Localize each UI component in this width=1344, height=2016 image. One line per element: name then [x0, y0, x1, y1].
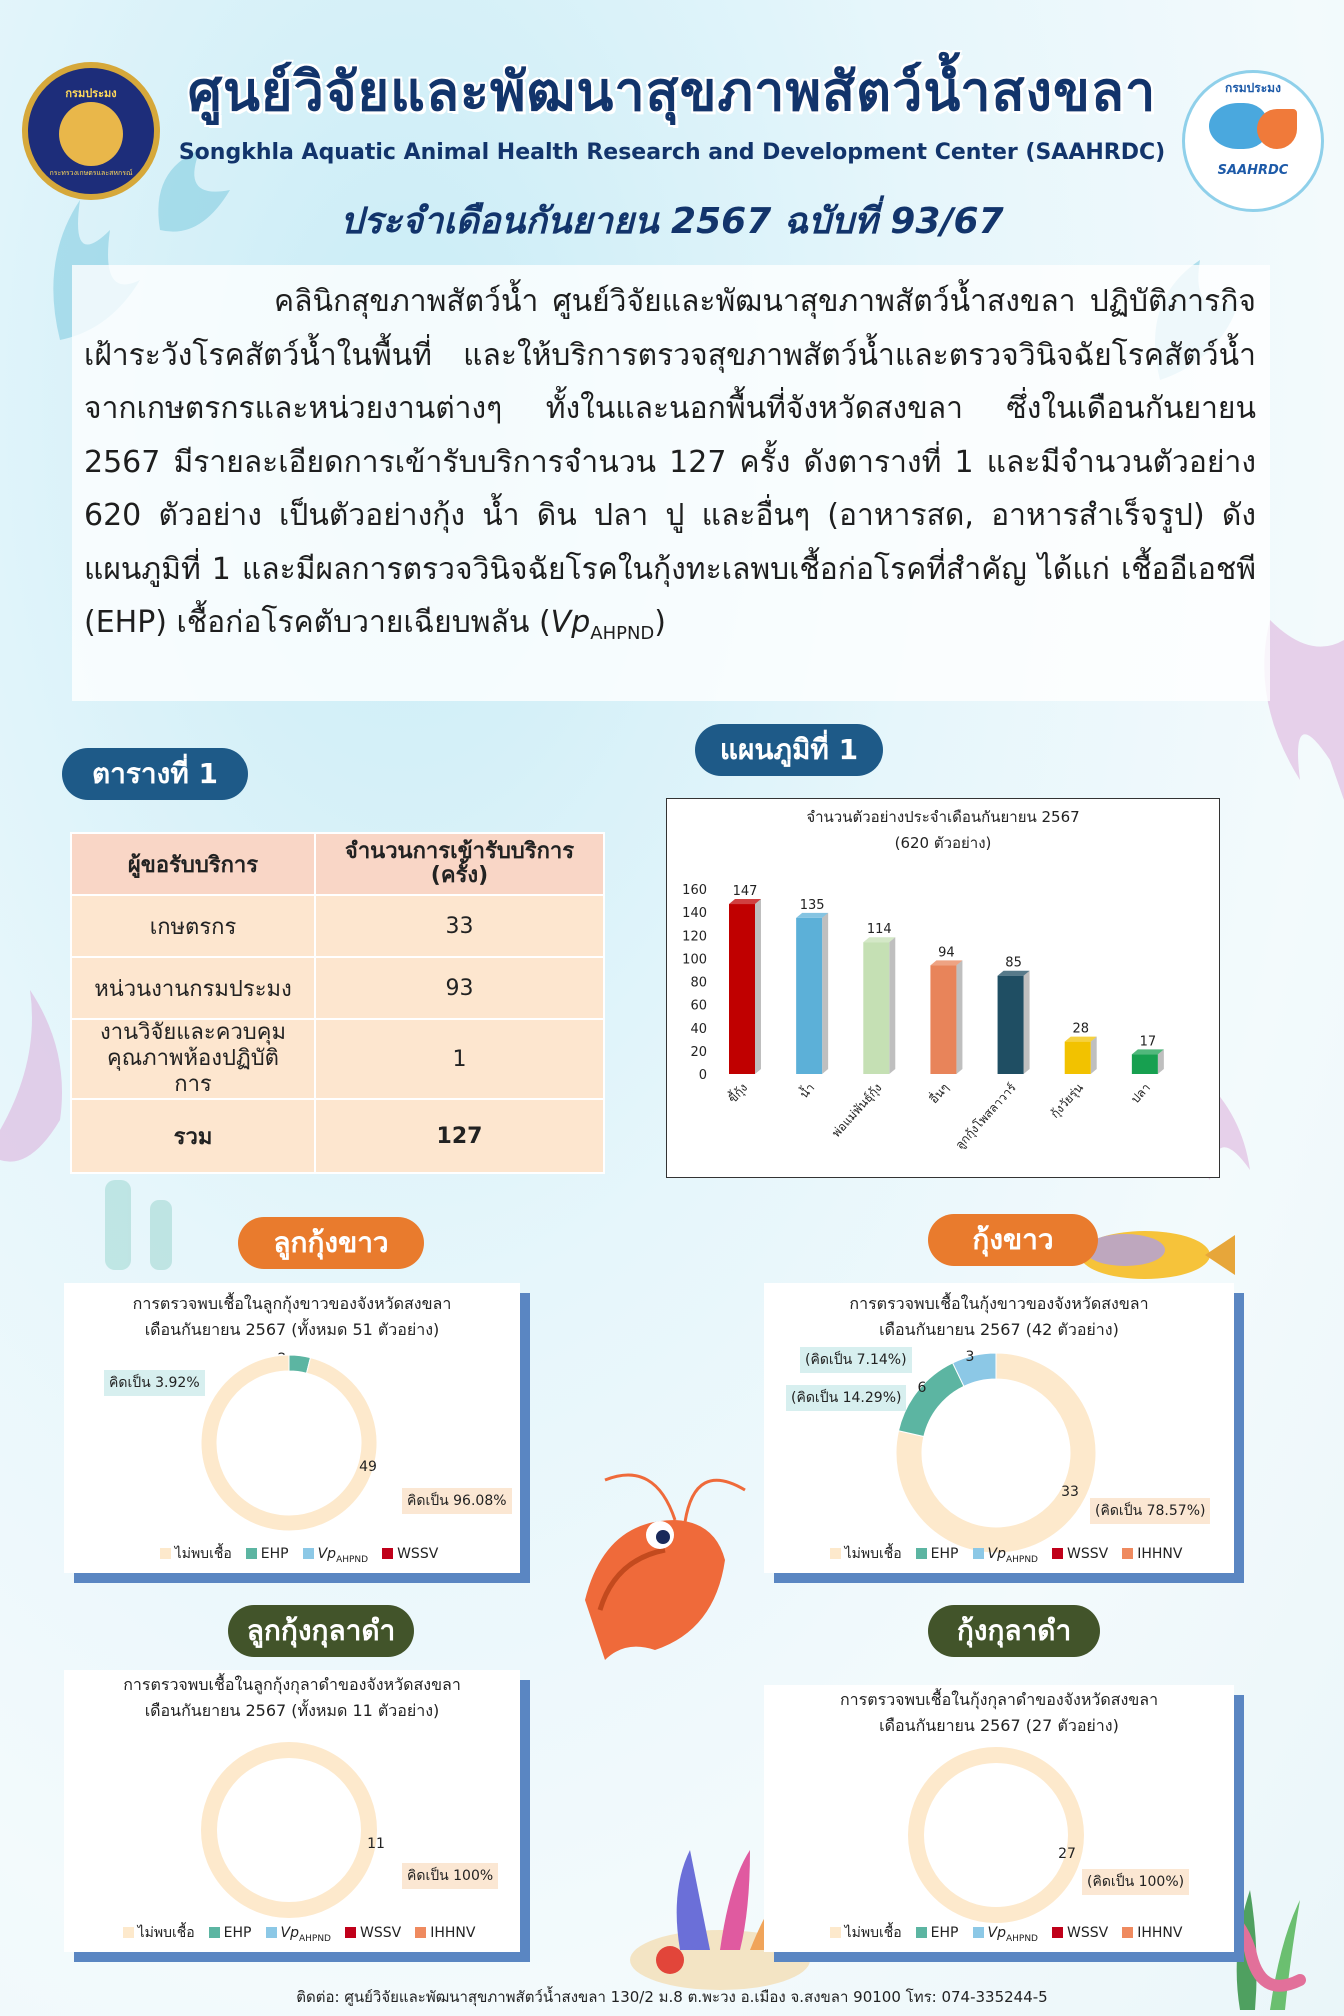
donut-value-label: 49: [359, 1459, 377, 1475]
issue-label: ประจำเดือนกันยายน 2567 ฉบับที่ 93/67: [340, 201, 1004, 242]
bar-value-label: 28: [1072, 1021, 1089, 1037]
bar-value-label: 114: [866, 922, 892, 938]
logo-left-bottom-text: กระทรวงเกษตรและสหกรณ์: [49, 169, 133, 177]
footer-contact: ติดต่อ: ศูนย์วิจัยและพัฒนาสุขภาพสัตว์น้ำสงขลา 130/2 ม.8 ต.พะวง อ.เมือง จ.สงขลา 90100 โทร: 074-335244-5: [296, 1988, 1048, 2006]
legend-swatch: [246, 1548, 257, 1559]
table-header-cell: ผู้ขอรับบริการ: [71, 833, 315, 895]
donut-value-label: 3: [965, 1349, 975, 1365]
table-cell: หน่วนงานกรมประมง: [71, 957, 315, 1019]
donut-slice: [201, 1355, 377, 1531]
donut2-percent-vp: (คิดเป็น 7.14%): [800, 1347, 912, 1373]
table-label: ตารางที่ 1: [62, 748, 248, 800]
bar: [998, 976, 1024, 1074]
donut-value-label: 11: [367, 1836, 385, 1852]
y-tick-label: 20: [690, 1044, 707, 1060]
bar: [729, 904, 755, 1074]
bar-side: [822, 913, 828, 1074]
donut3-label: ลูกกุ้งกุลาดำ: [228, 1605, 414, 1657]
intro-panel: [72, 265, 1270, 701]
legend-swatch: [415, 1927, 426, 1938]
legend-swatch: [382, 1548, 393, 1559]
legend-swatch: [916, 1548, 927, 1559]
y-tick-label: 0: [698, 1068, 707, 1083]
legend-swatch: [830, 1548, 841, 1559]
donut4-legend: [764, 1922, 1234, 1944]
bar: [930, 965, 956, 1074]
table-total-row: [71, 1099, 604, 1173]
donut2-percent-ehp: (คิดเป็น 14.29%): [786, 1385, 906, 1411]
legend-label: EHP: [930, 1925, 959, 1941]
y-tick-label: 60: [690, 998, 707, 1014]
donut2-legend: [764, 1543, 1234, 1565]
legend-label: WSSV: [1066, 1546, 1109, 1562]
bar-side: [956, 960, 962, 1074]
table-cell: 93: [315, 957, 604, 1019]
bar-value-label: 17: [1139, 1034, 1157, 1050]
legend-swatch: [123, 1927, 134, 1938]
table-cell: เกษตรกร: [71, 895, 315, 957]
y-tick-label: 160: [682, 883, 707, 898]
x-tick-label: ปลา: [1128, 1080, 1154, 1107]
x-tick-label: กุ้งวัยรุ่น: [1047, 1080, 1086, 1121]
legend-label: ไม่พบเชื้อ: [844, 1925, 902, 1941]
table-row: [71, 957, 604, 1019]
legend-label: IHHNV: [430, 1925, 476, 1941]
donut-value-label: 33: [1061, 1484, 1079, 1500]
donut2-percent-none: (คิดเป็น 78.57%): [1090, 1498, 1210, 1524]
donut4-card: [764, 1685, 1234, 1952]
donut4-title: การตรวจพบเชื้อในกุ้งกุลาดำของจังหวัดสงขลา เดือนกันยายน 2567 (27 ตัวอย่าง): [839, 1690, 1159, 1735]
legend-label: EHP: [260, 1546, 289, 1562]
legend-label: IHHNV: [1137, 1546, 1183, 1562]
x-tick-label: ลูกกุ้งโพสลาวาร์: [952, 1080, 1019, 1153]
legend-swatch: [1122, 1927, 1133, 1938]
legend-label: EHP: [223, 1925, 252, 1941]
x-tick-label: น้ำ: [796, 1080, 818, 1102]
bar-value-label: 147: [732, 884, 758, 900]
legend-label: $Vp_{AHPND}$: [280, 1925, 331, 1944]
bar-chart-panel: [666, 798, 1220, 1178]
bar-side: [1024, 971, 1030, 1074]
intro-paragraph: [72, 265, 1270, 661]
legend-label: $Vp_{AHPND}$: [987, 1925, 1038, 1944]
donut3-chart: [64, 1670, 520, 1952]
legend-swatch: [973, 1927, 984, 1938]
legend-swatch: [1052, 1548, 1063, 1559]
vp-subscript: AHPND: [590, 623, 655, 644]
legend-swatch: [303, 1548, 314, 1559]
bar-chart: [667, 799, 1219, 1177]
legend-swatch: [830, 1927, 841, 1938]
table-header-cell: จำนวนการเข้ารับบริการ (ครั้ง): [315, 833, 604, 895]
table-cell: 1: [315, 1019, 604, 1099]
donut4-chart: [764, 1685, 1234, 1952]
bar-side: [1091, 1037, 1097, 1074]
table-row: [71, 1019, 604, 1099]
page-title: ศูนย์วิจัยและพัฒนาสุขภาพสัตว์น้ำสงขลา: [187, 60, 1157, 123]
legend-label: ไม่พบเชื้อ: [844, 1546, 902, 1562]
legend-label: $Vp_{AHPND}$: [317, 1546, 369, 1565]
donut-value-label: 6: [917, 1380, 927, 1396]
bar-value-label: 94: [938, 945, 955, 961]
bar-value-label: 85: [1005, 955, 1022, 971]
intro-close: ): [654, 605, 666, 640]
logo-right-bottom-text: SAAHRDC: [1217, 163, 1289, 178]
donut-value-label: 27: [1058, 1846, 1076, 1862]
bar: [796, 918, 822, 1074]
x-tick-label: ขี้กุ้ง: [725, 1080, 751, 1106]
donut3-percent-none: คิดเป็น 100%: [402, 1863, 498, 1889]
legend-label: WSSV: [397, 1546, 439, 1562]
legend-swatch: [160, 1548, 171, 1559]
legend-label: $Vp_{AHPND}$: [987, 1546, 1038, 1565]
donut2-title: การตรวจพบเชื้อในกุ้งขาวของจังหวัดสงขลา เดือนกันยายน 2567 (42 ตัวอย่าง): [849, 1294, 1149, 1339]
y-tick-label: 120: [682, 929, 707, 945]
table-cell: งานวิจัยและควบคุมคุณภาพห้องปฏิบัติการ: [71, 1019, 315, 1099]
legend-label: IHHNV: [1137, 1925, 1183, 1941]
donut2-card: [764, 1283, 1234, 1573]
bar-value-label: 135: [799, 897, 825, 913]
y-tick-label: 40: [690, 1021, 707, 1037]
bar: [1065, 1042, 1091, 1074]
donut1-legend: [64, 1543, 520, 1565]
y-tick-label: 100: [682, 952, 707, 968]
donut2-chart: [764, 1283, 1234, 1573]
legend-swatch: [916, 1927, 927, 1938]
legend-swatch: [209, 1927, 220, 1938]
bar: [863, 942, 889, 1074]
x-tick-label: พ่อแม่พันธุ์กุ้ง: [829, 1080, 885, 1141]
legend-label: WSSV: [1066, 1925, 1109, 1941]
donut3-title: การตรวจพบเชื้อในลูกกุ้งกุลาดำของจังหวัดสงขลา เดือนกันยายน 2567 (ทั้งหมด 11 ตัวอย่าง): [123, 1675, 461, 1720]
donut2-label: กุ้งขาว: [928, 1214, 1098, 1266]
table-cell: 33: [315, 895, 604, 957]
legend-swatch: [266, 1927, 277, 1938]
legend-label: EHP: [930, 1546, 959, 1562]
legend-label: ไม่พบเชื้อ: [174, 1546, 232, 1562]
service-table: [70, 832, 605, 1174]
bar-chart-subtitle: (620 ตัวอย่าง): [894, 834, 992, 852]
donut1-title: การตรวจพบเชื้อในลูกกุ้งขาวของจังหวัดสงขลา เดือนกันยายน 2567 (ทั้งหมด 51 ตัวอย่าง): [132, 1294, 452, 1339]
bar-side: [889, 937, 895, 1074]
donut4-label: กุ้งกุลาดำ: [928, 1605, 1100, 1657]
table-cell: 127: [315, 1099, 604, 1173]
donut1-percent-ehp: คิดเป็น 3.92%: [104, 1370, 205, 1396]
donut1-chart: [64, 1283, 520, 1573]
donut4-percent-none: (คิดเป็น 100%): [1082, 1869, 1189, 1895]
y-tick-label: 140: [682, 906, 707, 922]
donut-slice: [916, 1755, 1076, 1915]
y-tick-label: 80: [690, 975, 707, 991]
logo-left-top-text: กรมประมง: [65, 87, 117, 100]
donut-slice: [209, 1750, 369, 1910]
legend-label: ไม่พบเชื้อ: [137, 1925, 195, 1941]
legend-swatch: [1122, 1548, 1133, 1559]
donut3-card: [64, 1670, 520, 1952]
bar: [1132, 1054, 1158, 1074]
legend-label: WSSV: [359, 1925, 402, 1941]
page-subtitle-en: Songkhla Aquatic Animal Health Research and Development Center (SAAHRDC): [178, 140, 1166, 165]
donut1-percent-none: คิดเป็น 96.08%: [402, 1488, 512, 1514]
table-cell: รวม: [71, 1099, 315, 1173]
legend-swatch: [973, 1548, 984, 1559]
x-tick-label: อื่นๆ: [926, 1080, 952, 1107]
intro-text: คลินิกสุขภาพสัตว์น้ำ ศูนย์วิจัยและพัฒนาสุขภาพสัตว์น้ำสงขลา ปฏิบัติภารกิจเฝ้าระวังโรคสัตว์น้ำในพื้นที่ และให้บริการตรวจสุขภาพสัตว์น้ำและตรวจวินิจฉัยโรคสัตว์น้ำจากเกษตรกรและหน่วยงานต่างๆ ทั้งในและนอกพื้นที่จังหวัดสงขลา ซึ่งในเดือนกันยายน 2567 มีรายละเอียดการเข้ารับบริการจำนวน 127 ครั้ง ดังตารางที่ 1 และมีจำนวนตัวอย่าง 620 ตัวอย่าง เป็นตัวอย่างกุ้ง น้ำ ดิน ปลา ปู และอื่นๆ (อาหารสด, อาหารสำเร็จรูป) ดังแผนภูมิที่ 1 และมีผลการตรวจวินิจฉัยโรคในกุ้งทะเลพบเชื้อก่อโรคที่สำคัญ ได้แก่ เชื้ออีเอชพี (EHP) เชื้อก่อโรคตับวายเฉียบพลัน (: [84, 284, 1256, 640]
logo-right-top-text: กรมประมง: [1225, 81, 1281, 95]
bar-chart-title: จำนวนตัวอย่างประจำเดือนกันยายน 2567: [806, 808, 1080, 826]
chart-label: แผนภูมิที่ 1: [695, 724, 883, 776]
donut3-legend: [64, 1922, 520, 1944]
vp-symbol: Vp: [550, 605, 591, 640]
table-row: [71, 895, 604, 957]
bar-side: [755, 899, 761, 1074]
legend-swatch: [345, 1927, 356, 1938]
donut-slice: [899, 1363, 964, 1437]
donut1-card: [64, 1283, 520, 1573]
donut1-label: ลูกกุ้งขาว: [238, 1217, 424, 1269]
legend-swatch: [1052, 1927, 1063, 1938]
